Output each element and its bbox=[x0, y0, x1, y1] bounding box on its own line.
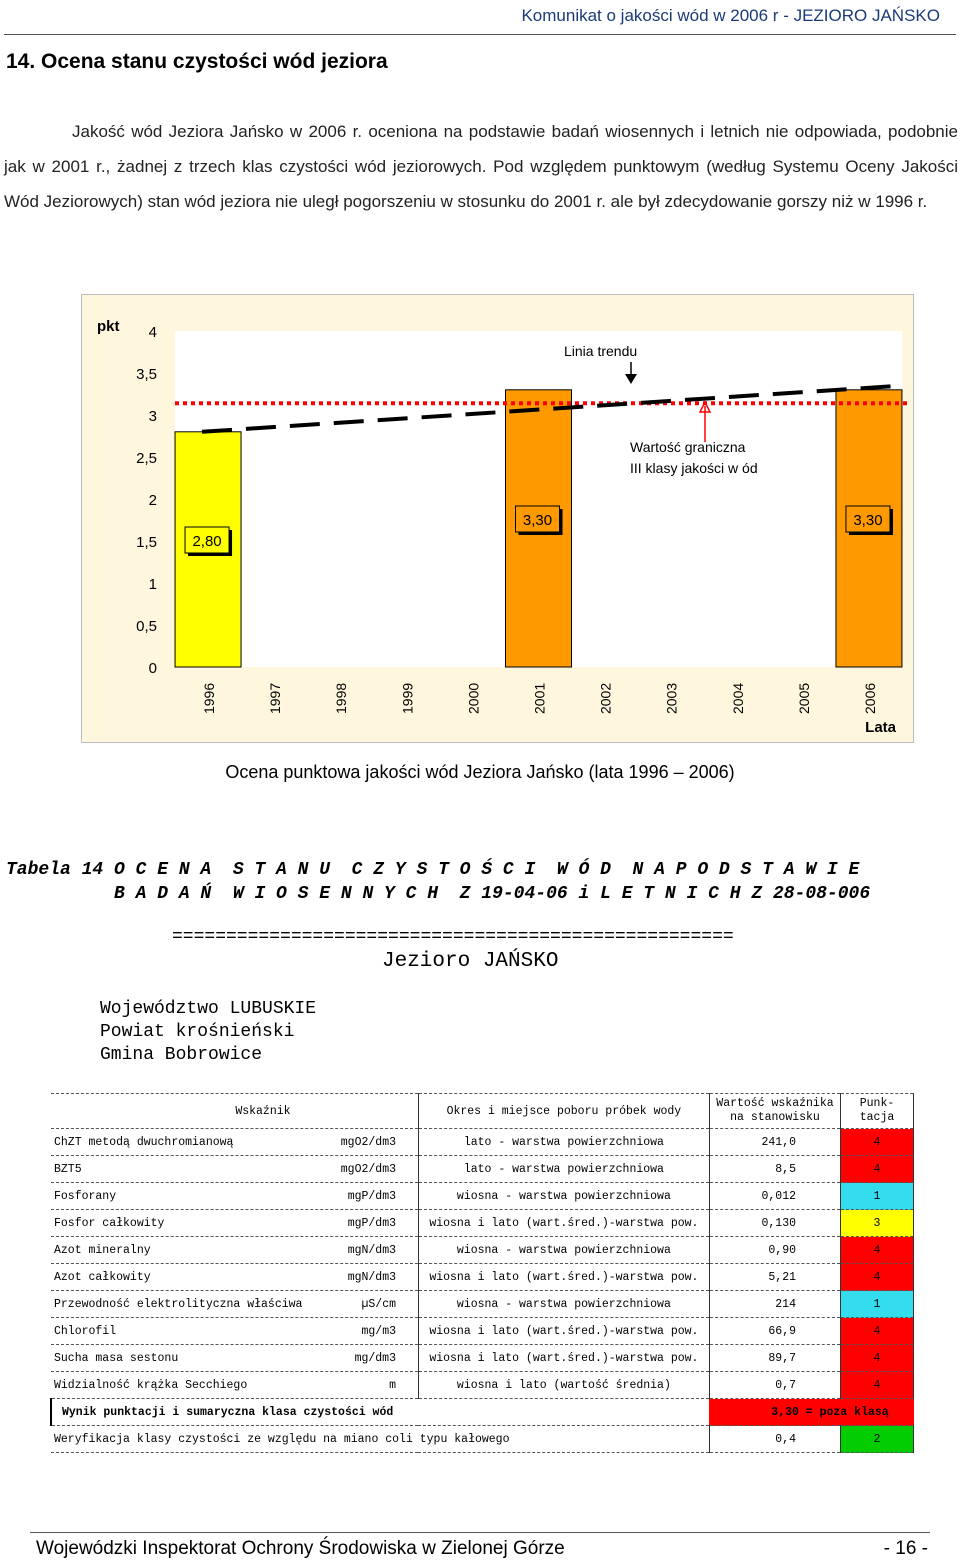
table-row bbox=[51, 1318, 914, 1345]
y-tick-label: 1,5 bbox=[136, 534, 157, 551]
indicator-cell bbox=[51, 1237, 418, 1264]
y-tick-label: 3,5 bbox=[136, 366, 157, 383]
indicator-name: Widzialność krążka Secchiego bbox=[54, 1378, 248, 1392]
summary-value: 3,30 = poza klasą bbox=[709, 1399, 913, 1426]
indicator-cell bbox=[51, 1210, 418, 1237]
table-row bbox=[51, 1291, 914, 1318]
value-cell: 89,7 bbox=[709, 1345, 840, 1372]
period-cell: lato - warstwa powierzchniowa bbox=[418, 1156, 709, 1183]
commune: Gmina Bobrowice bbox=[100, 1045, 263, 1065]
score-cell: 4 bbox=[841, 1345, 914, 1372]
table-row bbox=[51, 1210, 914, 1237]
indicator-unit: mgN/dm3 bbox=[347, 1270, 396, 1284]
table-title-line-1: Tabela 14 O C E N A S T A N U C Z Y S T O Ś C I W Ó D N A P O D S T A W I E bbox=[6, 860, 860, 880]
y-tick-label: 2 bbox=[148, 492, 157, 509]
indicator-unit: mgN/dm3 bbox=[347, 1243, 396, 1257]
table-row bbox=[51, 1345, 914, 1372]
y-tick-label: 0,5 bbox=[136, 618, 157, 635]
table-title bbox=[6, 858, 870, 906]
threshold-label-2: III klasy jakości w ód bbox=[630, 460, 758, 476]
x-tick-label: 1998 bbox=[333, 682, 350, 714]
trend-label: Linia trendu bbox=[564, 343, 638, 359]
table-row bbox=[51, 1129, 914, 1156]
indicator-wrap bbox=[54, 1136, 396, 1149]
y-tick-label: 2,5 bbox=[136, 450, 157, 467]
indicator-name: Fosforany bbox=[54, 1189, 117, 1203]
indicator-unit: mgP/dm3 bbox=[347, 1216, 396, 1230]
intro-paragraph: Jakość wód Jeziora Jańsko w 2006 r. oceniona na podstawie badań wiosennych i letnich nie odpowiada, podobnie jak w 2001 r., żadnej z trzech klas czystości wód jeziorowych. Pod względem punktowym (według Systemu Oceny Jakości Wód Jeziorowych) stan wód jeziora nie uległ pogorszeniu w stosunku do 2001 r. ale był zdecydowanie gorszy niż w 1996 r. bbox=[4, 122, 958, 211]
indicator-name: Chlorofil bbox=[54, 1324, 117, 1338]
period-cell: wiosna i lato (wart.śred.)-warstwa pow. bbox=[418, 1318, 709, 1345]
x-axis-label: Lata bbox=[865, 719, 896, 736]
score-cell: 4 bbox=[841, 1129, 914, 1156]
indicator-wrap bbox=[54, 1190, 396, 1203]
x-tick-label: 2002 bbox=[597, 682, 614, 714]
header-score-line-1: Punk- bbox=[859, 1097, 895, 1110]
indicator-wrap bbox=[54, 1379, 396, 1392]
period-cell: wiosna - warstwa powierzchniowa bbox=[418, 1237, 709, 1264]
header-value-line-1: Wartość wskaźnika bbox=[716, 1097, 834, 1110]
score-cell: 1 bbox=[841, 1183, 914, 1210]
x-tick-label: 2003 bbox=[663, 682, 680, 714]
page-number: - 16 - bbox=[883, 1538, 928, 1559]
x-tick-label: 2000 bbox=[465, 682, 482, 714]
y-axis-label: pkt bbox=[97, 318, 120, 335]
value-cell: 241,0 bbox=[709, 1129, 840, 1156]
score-cell: 1 bbox=[841, 1291, 914, 1318]
county: Powiat krośnieński bbox=[100, 1022, 295, 1042]
indicator-cell bbox=[51, 1264, 418, 1291]
indicator-unit: mgO2/dm3 bbox=[340, 1135, 396, 1149]
value-cell: 0,7 bbox=[709, 1372, 840, 1399]
indicator-unit: mgP/dm3 bbox=[347, 1189, 396, 1203]
value-cell: 0,90 bbox=[709, 1237, 840, 1264]
summary-row bbox=[51, 1399, 914, 1426]
value-cell: 5,21 bbox=[709, 1264, 840, 1291]
x-tick-label: 2001 bbox=[531, 682, 548, 714]
score-chart bbox=[81, 294, 914, 743]
indicator-cell bbox=[51, 1156, 418, 1183]
value-cell: 0,012 bbox=[709, 1183, 840, 1210]
indicator-unit: mg/dm3 bbox=[354, 1351, 396, 1365]
score-cell: 4 bbox=[841, 1156, 914, 1183]
period-cell: lato - warstwa powierzchniowa bbox=[418, 1129, 709, 1156]
header-value-line-2: na stanowisku bbox=[730, 1111, 820, 1124]
value-label-2001: 3,30 bbox=[522, 512, 553, 529]
value-cell: 0,130 bbox=[709, 1210, 840, 1237]
score-cell: 4 bbox=[841, 1264, 914, 1291]
indicator-wrap bbox=[54, 1325, 396, 1338]
indicator-wrap bbox=[54, 1163, 396, 1176]
table-header-row bbox=[51, 1094, 914, 1129]
region-block bbox=[100, 998, 316, 1067]
separator-line: ==================================================== bbox=[172, 927, 734, 947]
x-tick-label: 1997 bbox=[267, 682, 284, 714]
indicator-name: Przewodność elektrolityczna właściwa bbox=[54, 1297, 303, 1311]
header-value bbox=[709, 1094, 840, 1129]
summary-label: Wynik punktacji i sumaryczna klasa czystości wód bbox=[51, 1399, 709, 1426]
header-indicator: Wskaźnik bbox=[51, 1094, 418, 1129]
score-cell: 4 bbox=[841, 1372, 914, 1399]
y-tick-label: 3 bbox=[148, 408, 157, 425]
table-row bbox=[51, 1183, 914, 1210]
voivodeship: Województwo LUBUSKIE bbox=[100, 999, 317, 1019]
table-row bbox=[51, 1264, 914, 1291]
table-row bbox=[51, 1372, 914, 1399]
header-period: Okres i miejsce poboru próbek wody bbox=[418, 1094, 709, 1129]
header-score bbox=[841, 1094, 914, 1129]
lake-name: Jezioro JAŃSKO bbox=[382, 950, 559, 973]
indicator-cell bbox=[51, 1291, 418, 1318]
period-cell: wiosna - warstwa powierzchniowa bbox=[418, 1291, 709, 1318]
indicator-name: ChZT metodą dwuchromianową bbox=[54, 1135, 234, 1149]
indicator-cell bbox=[51, 1129, 418, 1156]
header-divider bbox=[4, 34, 956, 35]
x-tick-label: 1996 bbox=[201, 682, 218, 714]
indicator-wrap bbox=[54, 1244, 396, 1257]
table-row bbox=[51, 1156, 914, 1183]
verification-row bbox=[51, 1426, 914, 1453]
y-tick-label: 0 bbox=[148, 660, 157, 677]
y-tick-label: 1 bbox=[148, 576, 157, 593]
indicator-wrap bbox=[54, 1298, 396, 1311]
value-cell: 8,5 bbox=[709, 1156, 840, 1183]
footer-institution: Wojewódzki Inspektorat Ochrony Środowiska w Zielonej Górze bbox=[36, 1538, 565, 1559]
chart-caption: Ocena punktowa jakości wód Jeziora Jańsko (lata 1996 – 2006) bbox=[225, 762, 735, 782]
period-cell: wiosna i lato (wart.śred.)-warstwa pow. bbox=[418, 1264, 709, 1291]
x-tick-label: 2006 bbox=[861, 682, 878, 714]
period-cell: wiosna i lato (wart.śred.)-warstwa pow. bbox=[418, 1210, 709, 1237]
indicator-wrap bbox=[54, 1352, 396, 1365]
score-cell: 3 bbox=[841, 1210, 914, 1237]
header-score-line-2: tacja bbox=[859, 1111, 895, 1124]
indicator-cell bbox=[51, 1345, 418, 1372]
table-title-line-2: B A D A Ń W I O S E N N Y C H Z 19-04-06 i L E T N I C H Z 28-08-006 bbox=[6, 884, 871, 904]
value-cell: 214 bbox=[709, 1291, 840, 1318]
running-header: Komunikat o jakości wód w 2006 r - JEZIORO JAŃSKO bbox=[521, 6, 940, 25]
table-row bbox=[51, 1237, 914, 1264]
indicator-unit: mgO2/dm3 bbox=[340, 1162, 396, 1176]
indicator-name: BZT5 bbox=[54, 1162, 82, 1176]
x-tick-label: 1999 bbox=[399, 682, 416, 714]
indicator-cell bbox=[51, 1318, 418, 1345]
period-cell: wiosna i lato (wartość średnia) bbox=[418, 1372, 709, 1399]
x-tick-label: 2005 bbox=[795, 682, 812, 714]
indicator-name: Azot mineralny bbox=[54, 1243, 151, 1257]
period-cell: wiosna - warstwa powierzchniowa bbox=[418, 1183, 709, 1210]
threshold-label-1: Wartość graniczna bbox=[630, 439, 746, 455]
indicator-cell bbox=[51, 1183, 418, 1210]
score-cell: 4 bbox=[841, 1318, 914, 1345]
indicator-cell bbox=[51, 1372, 418, 1399]
indicator-name: Fosfor całkowity bbox=[54, 1216, 165, 1230]
indicator-name: Azot całkowity bbox=[54, 1270, 151, 1284]
indicator-wrap bbox=[54, 1217, 396, 1230]
indicator-unit: µS/cm bbox=[361, 1297, 396, 1311]
indicator-unit: mg/m3 bbox=[361, 1324, 396, 1338]
quality-table bbox=[50, 1093, 914, 1453]
indicator-wrap bbox=[54, 1271, 396, 1284]
section-title: 14. Ocena stanu czystości wód jeziora bbox=[6, 50, 388, 73]
score-cell: 4 bbox=[841, 1237, 914, 1264]
x-tick-label: 2004 bbox=[729, 682, 746, 714]
value-label-2006: 3,30 bbox=[853, 512, 883, 529]
value-cell: 66,9 bbox=[709, 1318, 840, 1345]
verification-value: 0,4 bbox=[709, 1426, 840, 1453]
footer-divider bbox=[30, 1532, 930, 1533]
indicator-unit: m bbox=[389, 1378, 396, 1392]
value-label-1996: 2,80 bbox=[192, 533, 222, 550]
verification-score: 2 bbox=[841, 1426, 914, 1453]
indicator-name: Sucha masa sestonu bbox=[54, 1351, 179, 1365]
verification-label: Weryfikacja klasy czystości ze względu na miano coli typu kałowego bbox=[51, 1426, 709, 1453]
period-cell: wiosna i lato (wart.śred.)-warstwa pow. bbox=[418, 1345, 709, 1372]
y-tick-label: 4 bbox=[148, 324, 157, 341]
